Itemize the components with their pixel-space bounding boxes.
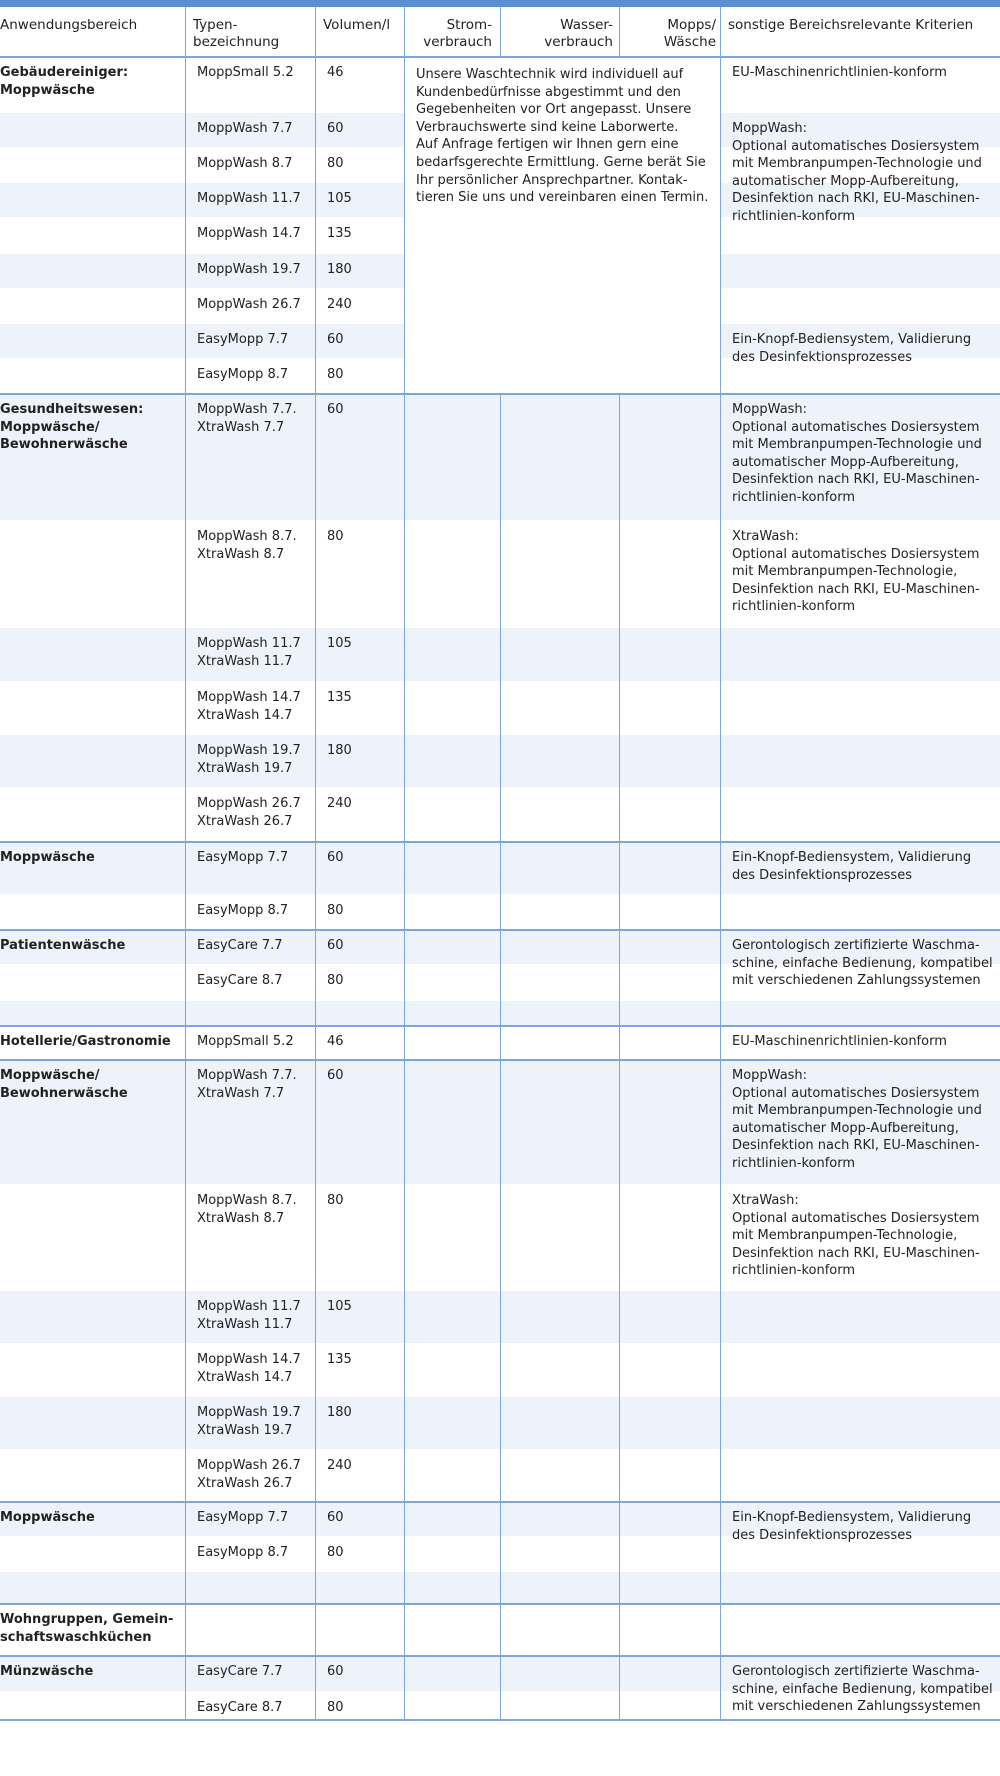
type-name-cell: MoppWash 8.7. XtraWash 8.7 <box>197 1193 297 1226</box>
volume-cell: 105 <box>327 1299 352 1314</box>
criteria-text: EU-Maschinenrichtlinien-konform <box>732 1034 947 1049</box>
col-divider <box>619 394 620 1719</box>
type-name-cell: MoppWash 11.7 XtraWash 11.7 <box>197 1299 301 1332</box>
volume-cell: 80 <box>327 1193 344 1208</box>
volume-cell: 60 <box>327 332 344 347</box>
volume-cell <box>327 1604 402 1655</box>
criteria-text: Gerontologisch zertifizierte Waschma- schine, einfache Bedienung, kompatibel mit verschiedenen Zahlungssystemen <box>732 1664 993 1715</box>
volume-cell: 46 <box>327 1034 344 1049</box>
col-divider <box>500 7 501 57</box>
header-volumen: Volumen/l <box>323 17 391 33</box>
group-divider <box>0 929 1000 931</box>
type-name-cell: EasyCare 8.7 <box>197 1700 283 1715</box>
volume-cell: 180 <box>327 743 352 758</box>
criteria-text: Ein-Knopf-Bediensystem, Validierung des Desinfektionsprozesses <box>732 1510 972 1543</box>
volume-cell: 135 <box>327 690 352 705</box>
volume-cell: 46 <box>327 65 344 80</box>
col-divider <box>404 7 405 1719</box>
top-accent-bar <box>0 0 1000 7</box>
col-divider <box>185 7 186 1719</box>
type-name-cell: MoppWash 8.7. XtraWash 8.7 <box>197 529 297 562</box>
volume-cell: 80 <box>327 156 344 171</box>
criteria-text: Gerontologisch zertifizierte Waschma- schine, einfache Bedienung, kompatibel mit verschiedenen Zahlungssystemen <box>732 938 993 989</box>
area-label: Moppwäsche/ Bewohnerwäsche <box>0 1068 128 1101</box>
col-divider <box>619 7 620 57</box>
volume-cell: 60 <box>327 938 344 953</box>
type-name-cell: MoppWash 7.7 <box>197 121 293 136</box>
header-typenbezeichnung: Typen- bezeichnung <box>193 17 280 50</box>
type-name-cell: MoppWash 8.7 <box>197 156 293 171</box>
area-label: Moppwäsche <box>0 1510 95 1525</box>
criteria-text: MoppWash: Optional automatisches Dosiersystem mit Membranpumpen-Technologie und automatischer Mopp-Aufbereitung, Desinfektion nach RKI, EU-Maschinen- richtlinien-konform <box>732 1068 982 1171</box>
volume-cell: 180 <box>327 262 352 277</box>
volume-cell: 180 <box>327 1405 352 1420</box>
type-name-cell: EasyMopp 7.7 <box>197 1510 289 1525</box>
header-stromverbrauch: Strom- verbrauch <box>423 17 492 50</box>
volume-cell: 60 <box>327 1068 344 1083</box>
volume-cell: 135 <box>327 226 352 241</box>
criteria-text: XtraWash: Optional automatisches Dosiersystem mit Membranpumpen-Technologie, Desinfektion nach RKI, EU-Maschinen- richtlinien-konform <box>732 1193 980 1279</box>
criteria-text: MoppWash: Optional automatisches Dosiersystem mit Membranpumpen-Technologie und automatischer Mopp-Aufbereitung, Desinfektion nach RKI, EU-Maschinen- richtlinien-konform <box>732 402 982 505</box>
type-name-cell: MoppWash 7.7. XtraWash 7.7 <box>197 402 297 435</box>
type-name-cell: EasyMopp 7.7 <box>197 332 289 347</box>
type-name-cell: MoppWash 11.7 XtraWash 11.7 <box>197 636 301 669</box>
volume-cell: 60 <box>327 402 344 417</box>
volume-cell <box>327 1001 402 1025</box>
type-name-cell: MoppWash 14.7 <box>197 226 301 241</box>
header-kriterien: sonstige Bereichsrelevante Kriterien <box>728 17 974 33</box>
volume-cell: 60 <box>327 121 344 136</box>
col-divider <box>500 394 501 1719</box>
type-name-cell <box>197 1572 313 1603</box>
type-name-cell: MoppWash 19.7 XtraWash 19.7 <box>197 743 301 776</box>
area-label: Gesundheitswesen: Moppwäsche/ Bewohnerwäsche <box>0 402 144 453</box>
volume-cell: 80 <box>327 367 344 382</box>
volume-cell: 60 <box>327 1664 344 1679</box>
group-divider <box>0 1059 1000 1061</box>
criteria-text: EU-Maschinenrichtlinien-konform <box>732 65 947 80</box>
type-name-cell: MoppWash 19.7 XtraWash 19.7 <box>197 1405 301 1438</box>
volume-cell <box>327 1572 402 1603</box>
type-name-cell: MoppSmall 5.2 <box>197 65 294 80</box>
volume-cell: 105 <box>327 191 352 206</box>
type-name-cell: EasyMopp 8.7 <box>197 1545 289 1560</box>
type-name-cell: EasyCare 8.7 <box>197 973 283 988</box>
type-name-cell: EasyMopp 8.7 <box>197 367 289 382</box>
header-divider <box>0 56 1000 58</box>
col-divider <box>315 7 316 1719</box>
header-anwendungsbereich: Anwendungsbereich <box>0 17 138 33</box>
type-name-cell: MoppWash 11.7 <box>197 191 301 206</box>
area-label: Münzwäsche <box>0 1664 94 1679</box>
type-name-cell: EasyMopp 8.7 <box>197 903 289 918</box>
area-label: Patientenwäsche <box>0 938 126 953</box>
volume-cell: 80 <box>327 529 344 544</box>
type-name-cell <box>197 1604 313 1655</box>
volume-cell: 240 <box>327 297 352 312</box>
area-label: Moppwäsche <box>0 850 95 865</box>
header-mopps-waesche: Mopps/ Wäsche <box>663 17 716 50</box>
volume-cell: 80 <box>327 903 344 918</box>
group-divider <box>0 393 1000 395</box>
type-name-cell: MoppWash 26.7 <box>197 297 301 312</box>
group-divider <box>0 1655 1000 1657</box>
area-label: Hotellerie/Gastronomie <box>0 1034 171 1049</box>
consumption-note: Unsere Waschtechnik wird individuell auf Kundenbedürfnisse abgestimmt und den Gegebenheiten vor Ort angepasst. Unsere Verbrauchswerte sind keine Laborwerte. Auf Anfrage fertigen wir Ihnen gern eine bedarfsgerechte Ermittlung. Gerne berät Sie Ihr persönlicher Ansprechpartner. Kontak- tieren Sie uns und vereinbaren einen Termin. <box>416 67 709 206</box>
group-divider <box>0 841 1000 843</box>
type-name-cell: MoppSmall 5.2 <box>197 1034 294 1049</box>
area-label: Gebäudereiniger: Moppwäsche <box>0 65 129 98</box>
type-name-cell: MoppWash 7.7. XtraWash 7.7 <box>197 1068 297 1101</box>
area-label: Wohngruppen, Gemein- schaftswaschküchen <box>0 1612 174 1645</box>
type-name-cell: MoppWash 14.7 XtraWash 14.7 <box>197 690 301 723</box>
type-name-cell: MoppWash 19.7 <box>197 262 301 277</box>
type-name-cell <box>197 1001 313 1025</box>
criteria-text: MoppWash: Optional automatisches Dosiersystem mit Membranpumpen-Technologie und automatischer Mopp-Aufbereitung, Desinfektion nach RKI, EU-Maschinen- richtlinien-konform <box>732 121 982 224</box>
table-bottom-line <box>0 1719 1000 1721</box>
criteria-text: XtraWash: Optional automatisches Dosiersystem mit Membranpumpen-Technologie, Desinfektion nach RKI, EU-Maschinen- richtlinien-konform <box>732 529 980 615</box>
volume-cell: 60 <box>327 1510 344 1525</box>
volume-cell: 80 <box>327 1545 344 1560</box>
group-divider <box>0 1603 1000 1605</box>
volume-cell: 240 <box>327 796 352 811</box>
group-divider <box>0 1501 1000 1503</box>
col-divider <box>720 7 721 1719</box>
type-name-cell: EasyMopp 7.7 <box>197 850 289 865</box>
type-name-cell: MoppWash 26.7 XtraWash 26.7 <box>197 796 301 829</box>
header-wasserverbrauch: Wasser- verbrauch <box>544 17 613 50</box>
volume-cell: 80 <box>327 973 344 988</box>
criteria-text: Ein-Knopf-Bediensystem, Validierung des Desinfektionsprozesses <box>732 850 972 883</box>
criteria-text: Ein-Knopf-Bediensystem, Validierung des Desinfektionsprozesses <box>732 332 972 365</box>
group-divider <box>0 1025 1000 1027</box>
volume-cell: 60 <box>327 850 344 865</box>
type-name-cell: MoppWash 26.7 XtraWash 26.7 <box>197 1458 301 1491</box>
type-name-cell: EasyCare 7.7 <box>197 1664 283 1679</box>
volume-cell: 80 <box>327 1700 344 1715</box>
type-name-cell: EasyCare 7.7 <box>197 938 283 953</box>
volume-cell: 105 <box>327 636 352 651</box>
volume-cell: 240 <box>327 1458 352 1473</box>
type-name-cell: MoppWash 14.7 XtraWash 14.7 <box>197 1352 301 1385</box>
volume-cell: 135 <box>327 1352 352 1367</box>
